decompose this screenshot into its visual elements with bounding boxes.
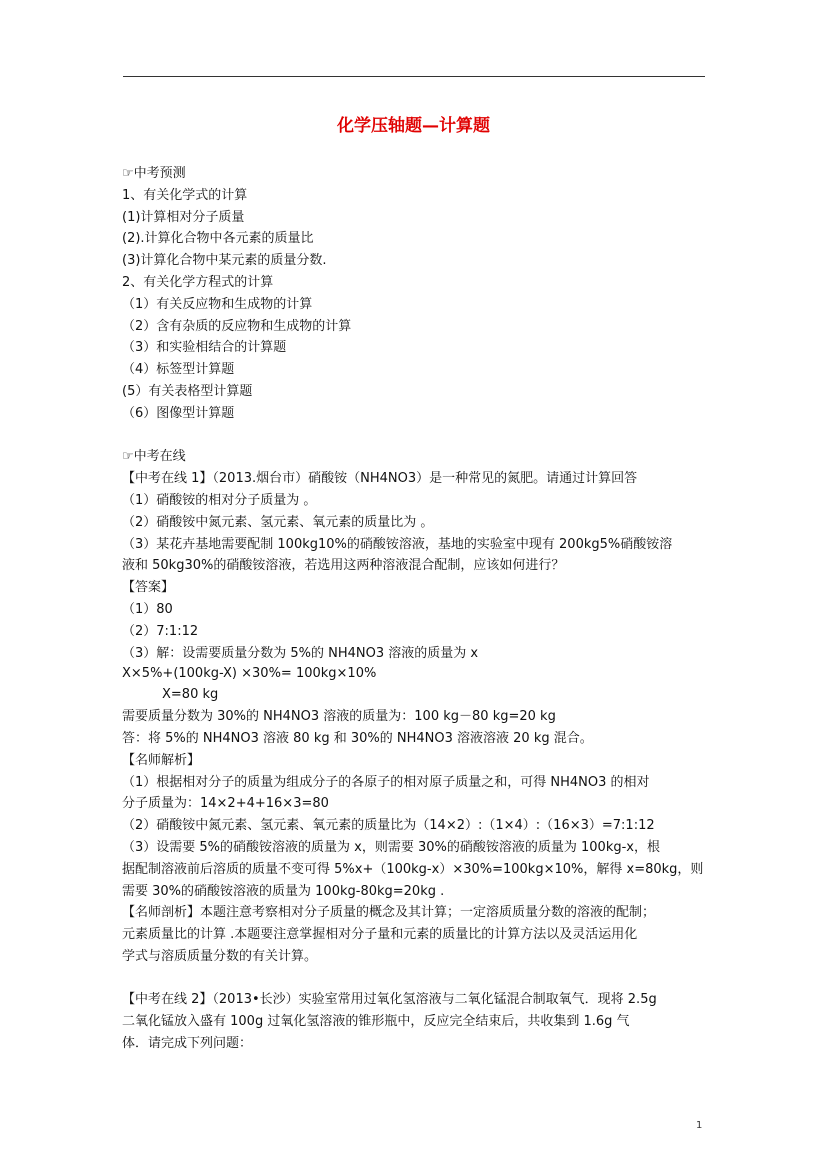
text-line: （2）硝酸铵中氮元素、氢元素、氧元素的质量比为（14×2）:（1×4）:（16×3）=7:1:12 [122, 818, 655, 834]
text-line: 学式与溶质质量分数的有关计算。 [122, 948, 318, 964]
text-line: (5）有关表格型计算题 [122, 383, 253, 399]
text-line: （1）有关反应物和生成物的计算 [122, 296, 313, 312]
text-line: 二氧化锰放入盛有 100g 过氧化氢溶液的锥形瓶中，反应完全结束后，共收集到 1.6g 气 [122, 1014, 630, 1030]
text-line: 答：将 5%的 NH4NO3 溶液 80 kg 和 30%的 NH4NO3 溶液溶液 20 kg 混合。 [122, 730, 593, 746]
text-line: ☞中考预测 [122, 166, 186, 181]
text-line: (1)计算相对分子质量 [122, 209, 245, 225]
text-line: （1）根据相对分子的质量为组成分子的各原子的相对原子质量之和，可得 NH4NO3 的相对 [122, 774, 650, 790]
text-line: （2）含有杂质的反应物和生成物的计算 [122, 318, 352, 334]
text-line: X=80 kg [162, 687, 219, 703]
text-line: X×5%+(100kg-X) ×30%= 100kg×10% [122, 666, 377, 682]
document-body [122, 163, 710, 1055]
text-line: （4）标签型计算题 [122, 362, 235, 378]
text-line: （1）硝酸铵的相对分子质量为 。 [122, 492, 317, 508]
text-line: （3）解：设需要质量分数为 5%的 NH4NO3 溶液的质量为 x [122, 645, 479, 661]
text-line: 需要 30%的硝酸铵溶液的质量为 100kg-80kg=20kg . [122, 883, 445, 899]
text-line: （3）设需要 5%的硝酸铵溶液的质量为 x，则需要 30%的硝酸铵溶液的质量为 100kg-x，根 [122, 839, 660, 855]
text-line: 分子质量为：14×2+4+16×3=80 [122, 796, 329, 812]
blank-line [122, 968, 710, 990]
document-title: 化学压轴题—计算题 [337, 116, 490, 136]
text-line: （6）图像型计算题 [122, 405, 235, 421]
text-line: 【中考在线 2】（2013•长沙）实验室常用过氧化氢溶液与二氧化锰混合制取氧气．现将 2.5g [122, 992, 657, 1008]
text-line: （2）硝酸铵中氮元素、氢元素、氧元素的质量比为 。 [122, 514, 434, 530]
blank-line [122, 425, 710, 447]
text-line: 【名师剖析】本题注意考察相对分子质量的概念及其计算；一定溶质质量分数的溶液的配制； [122, 905, 656, 921]
text-line: 体．请完成下列问题： [122, 1036, 253, 1052]
text-line: （1）80 [122, 601, 173, 617]
text-line: 据配制溶液前后溶质的质量不变可得 5%x+（100kg-x）×30%=100kg×10%，解得 x=80kg，则 [122, 861, 704, 877]
text-line: 液和 50kg30%的硝酸铵溶液，若选用这两种溶液混合配制，应该如何进行？ [122, 558, 565, 574]
text-line: 元素质量比的计算 .本题要注意掌握相对分子量和元素的质量比的计算方法以及灵活运用化 [122, 927, 638, 943]
text-line: （3）某花卉基地需要配制 100kg10%的硝酸铵溶液，基地的实验室中现有 200kg5%硝酸铵溶 [122, 536, 673, 552]
text-line: 【名师解析】 [122, 752, 201, 768]
text-line: 需要质量分数为 30%的 NH4NO3 溶液的质量为：100 kg－80 kg=20 kg [122, 709, 556, 725]
header-rule [123, 76, 705, 77]
text-line: (3)计算化合物中某元素的质量分数. [122, 253, 327, 269]
text-line: 【中考在线 1】（2013.烟台市）硝酸铵（NH4NO3）是一种常见的氮肥。请通过计算回答 [122, 471, 638, 487]
text-line: (2).计算化合物中各元素的质量比 [122, 231, 314, 247]
text-line: （2）7:1:12 [122, 623, 199, 639]
text-line: 2、有关化学方程式的计算 [122, 274, 274, 290]
text-line: 【答案】 [122, 580, 175, 596]
text-line: 1、有关化学式的计算 [122, 187, 248, 203]
page-number: 1 [696, 1120, 703, 1131]
text-line: ☞中考在线 [122, 449, 186, 465]
text-line: （3）和实验相结合的计算题 [122, 340, 287, 356]
